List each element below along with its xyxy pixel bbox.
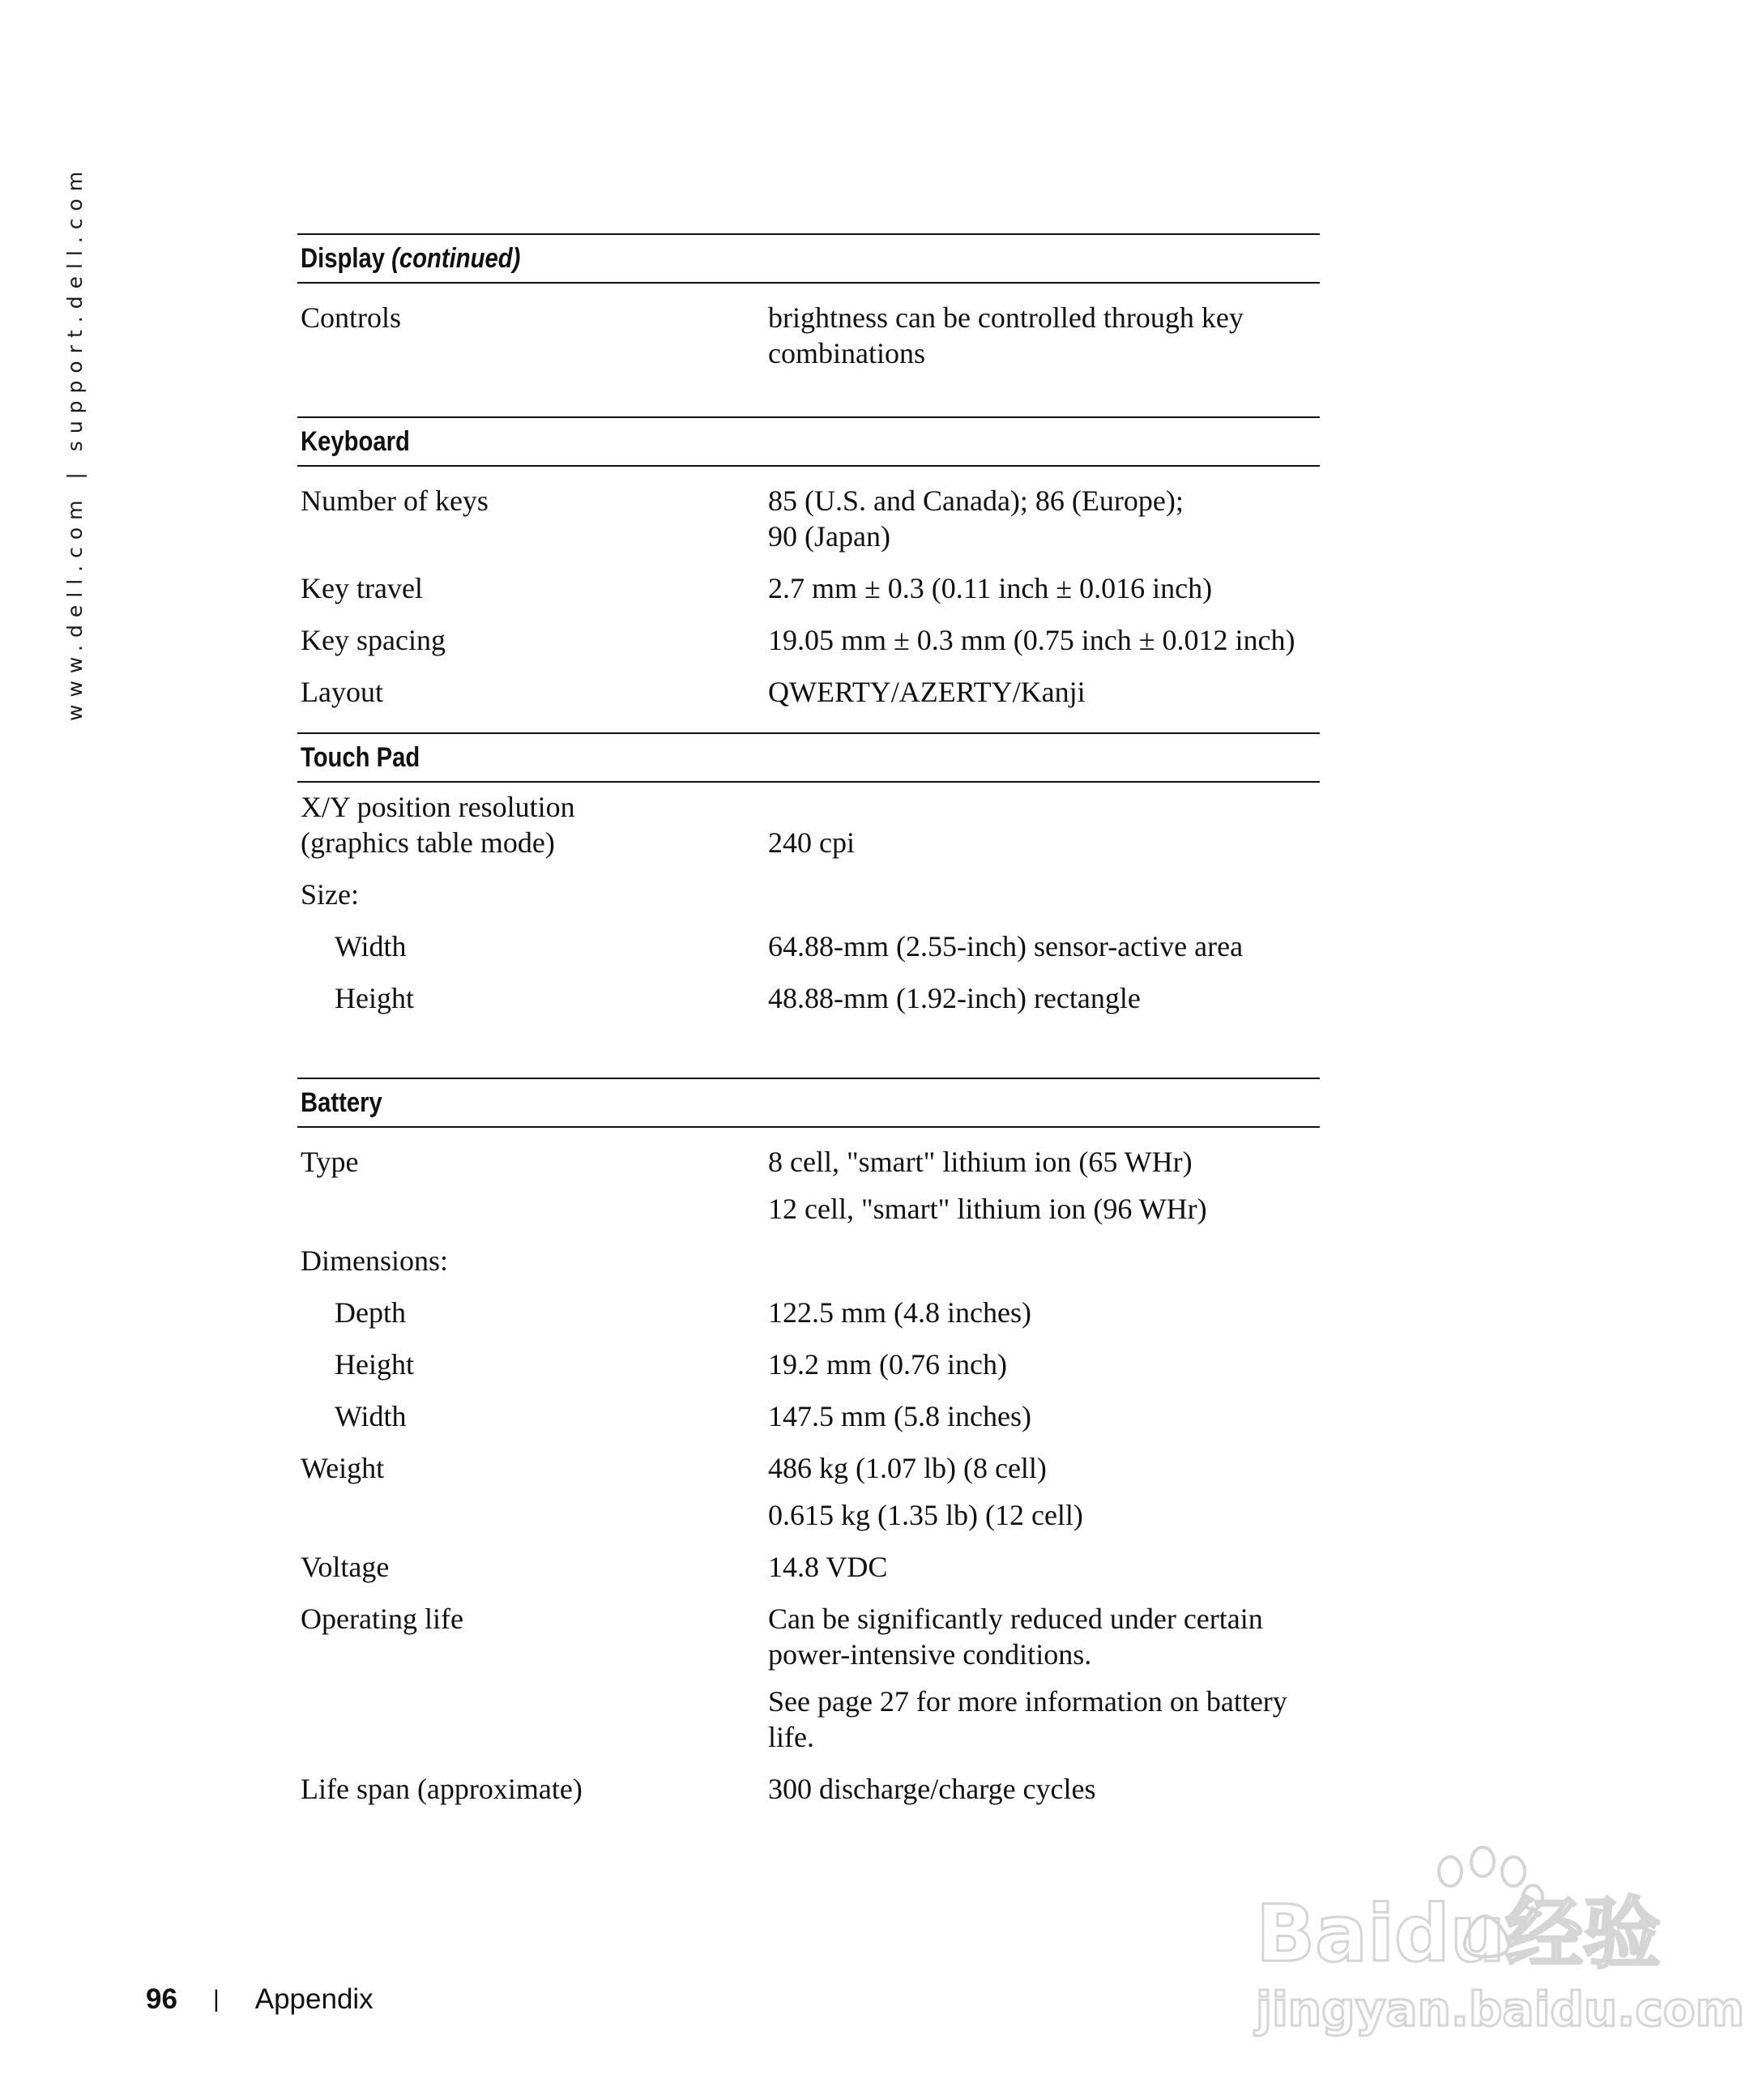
spec-value: 19.05 mm ± 0.3 mm (0.75 inch ± 0.012 inch) <box>768 624 1295 656</box>
spec-row <box>297 1434 1320 1486</box>
spec-label: Operating life <box>301 1603 463 1635</box>
section-title-display: Display <box>301 242 386 274</box>
spec-label: Controls <box>301 301 402 334</box>
spec-value: 486 kg (1.07 lb) (8 cell) <box>768 1452 1047 1484</box>
spec-value: QWERTY/AZERTY/Kanji <box>768 676 1086 708</box>
spec-label-line: (graphics table mode) <box>301 826 555 859</box>
spec-value: See page 27 for more information on battery life. <box>768 1685 1287 1753</box>
spec-value: 240 cpi <box>768 826 855 859</box>
section-head-display <box>297 233 1320 284</box>
spec-value-line: 85 (U.S. and Canada); 86 (Europe); <box>768 484 1184 517</box>
spec-label: Weight <box>301 1452 385 1484</box>
page-number: 96 <box>146 1983 177 2015</box>
spec-row <box>297 1486 1320 1533</box>
spec-value: 12 cell, "smart" lithium ion (96 WHr) <box>768 1193 1207 1225</box>
spec-label: Type <box>301 1146 359 1178</box>
spec-row <box>297 783 1320 860</box>
spec-value: 0.615 kg (1.35 lb) (12 cell) <box>768 1499 1083 1531</box>
spec-value: 64.88-mm (2.55-inch) sensor-active area <box>768 930 1244 962</box>
section-head-keyboard <box>297 416 1320 467</box>
spec-row <box>297 1382 1320 1434</box>
spec-row <box>297 1180 1320 1227</box>
spec-label: Width <box>335 930 407 962</box>
spec-row <box>297 1227 1320 1278</box>
spec-label: Voltage <box>301 1551 390 1583</box>
spec-row <box>297 964 1320 1016</box>
section-title-battery: Battery <box>301 1086 382 1118</box>
spec-value <box>768 483 1320 554</box>
spec-label: Layout <box>301 676 383 708</box>
spec-label: Number of keys <box>301 484 489 517</box>
spec-label: Height <box>335 1348 414 1381</box>
spec-label: Key travel <box>301 572 423 604</box>
spec-row <box>297 554 1320 606</box>
spec-value: 147.5 mm (5.8 inches) <box>768 1400 1031 1432</box>
spec-value: 122.5 mm (4.8 inches) <box>768 1296 1031 1329</box>
spec-value-line: 90 (Japan) <box>768 520 890 553</box>
spec-label: Width <box>335 1400 407 1432</box>
spec-row <box>297 1585 1320 1672</box>
spec-value: brightness can be controlled through key combinations <box>768 301 1244 369</box>
spec-row <box>297 284 1320 371</box>
spec-row <box>297 1755 1320 1807</box>
spec-value: 14.8 VDC <box>768 1551 888 1583</box>
spec-table <box>297 233 1320 1807</box>
spec-row <box>297 912 1320 964</box>
spec-row <box>297 860 1320 912</box>
section-head-touchpad <box>297 732 1320 783</box>
section-title-suffix: (continued) <box>391 242 521 274</box>
spec-value: Can be significantly reduced under certain power-intensive conditions. <box>768 1603 1263 1671</box>
spec-label-line: X/Y position resolution <box>301 791 575 823</box>
spec-label: Dimensions: <box>301 1244 449 1277</box>
page-footer <box>146 1983 373 2016</box>
spec-row <box>297 1278 1320 1330</box>
section-title-keyboard: Keyboard <box>301 425 410 457</box>
spec-row <box>297 606 1320 658</box>
watermark-url: jingyan.baidu.com <box>1256 1982 1744 2037</box>
spec-label: Depth <box>335 1296 406 1329</box>
footer-separator: | <box>212 1986 220 2012</box>
spec-label: Height <box>335 982 414 1014</box>
spec-label <box>297 789 768 860</box>
watermark-brand: Baidu经验 <box>1256 1889 1661 1979</box>
spec-row <box>297 658 1320 710</box>
spec-row <box>297 1533 1320 1585</box>
spec-value: 48.88-mm (1.92-inch) rectangle <box>768 982 1141 1014</box>
section-title-touchpad: Touch Pad <box>301 741 420 773</box>
spec-value: 19.2 mm (0.76 inch) <box>768 1348 1007 1381</box>
baidu-watermark <box>1248 1847 1744 2042</box>
spec-value: 8 cell, "smart" lithium ion (65 WHr) <box>768 1146 1193 1178</box>
side-url: www.dell.com | support.dell.com <box>63 164 87 721</box>
spec-row <box>297 1330 1320 1382</box>
section-head-battery <box>297 1078 1320 1128</box>
spec-value: 2.7 mm ± 0.3 (0.11 inch ± 0.016 inch) <box>768 572 1213 604</box>
footer-section: Appendix <box>254 1983 373 2015</box>
spec-row <box>297 1128 1320 1180</box>
spec-label: Size: <box>301 878 359 911</box>
spec-value: 300 discharge/charge cycles <box>768 1773 1096 1805</box>
spec-row <box>297 467 1320 554</box>
spec-row <box>297 1672 1320 1755</box>
spec-label: Key spacing <box>301 624 446 656</box>
spec-label: Life span (approximate) <box>301 1773 583 1805</box>
